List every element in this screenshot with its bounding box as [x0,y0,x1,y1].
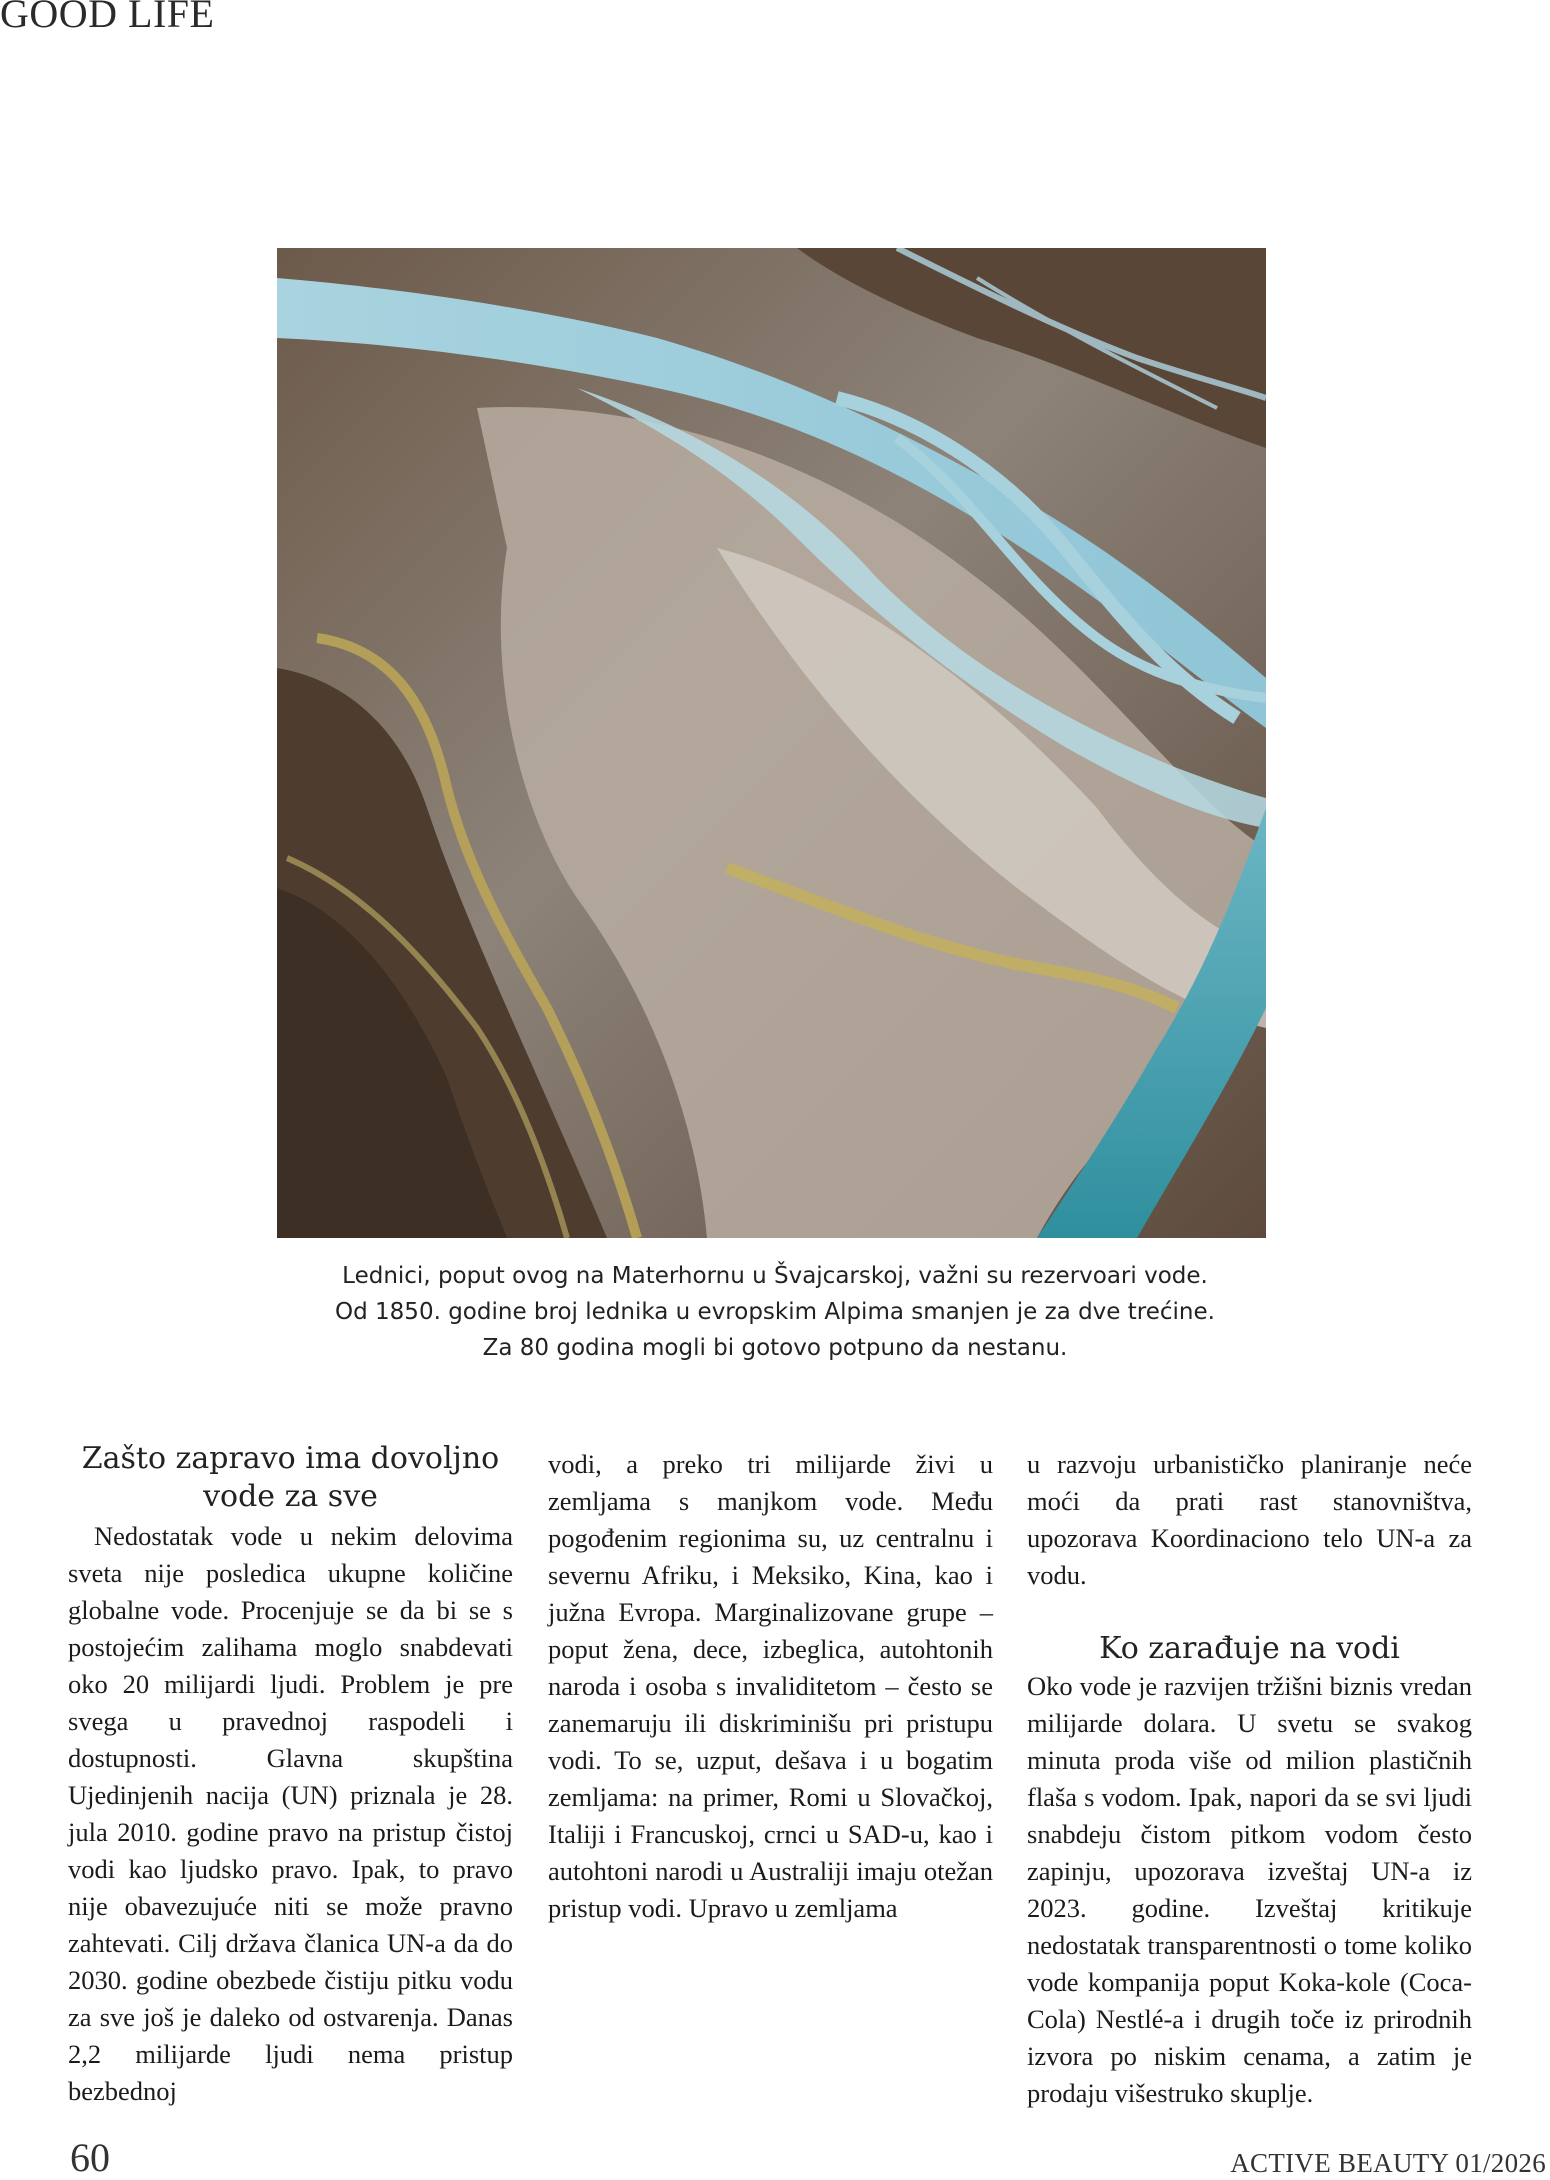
glacier-river-photo [277,248,1266,1238]
section-heading-why-enough-water: Zašto zapravo ima dovoljno vode za sve [81,1441,500,1514]
section-label: GOOD LIFE [0,0,215,36]
article-paragraph: Nedostatak vode u nekim delovima sveta nije posledica ukupne količine globalne vode. Procenjuje se da bi se s postojećim zalihama moglo snabdevati oko 20 milijardi ljudi. Problem je pre svega u pravednoj raspodeli i dostupnosti. Glavna skupština Ujedinjenih nacija (UN) priznala je 28. jula 2010. godine pravo na pristup čistoj vodi kao ljudsko pravo. Ipak, to pravo nije obavezujuće niti se može pravno zahtevati. Cilj država članica UN-a da do 2030. godine obezbede čistiju pitku vodu za sve još je daleko od ostvarenja. Danas 2,2 milijarde ljudi nema pristup bezbednoj [68,1521,513,2106]
caption-line: Lednici, poput ovog na Materhornu u Švajcarskoj, važni su rezervoari vode. [342,1263,1208,1289]
article-paragraph: u razvoju urbanističko planiranje neće moći da prati rast stanovništva, upozorava Koordinaciono telo UN-a za vodu. [1027,1449,1472,1590]
section-heading-who-profits: Ko zarađuje na vodi [1099,1631,1400,1666]
article-paragraph: Oko vode je razvijen tržišni biznis vredan milijarde dolara. U svetu se svakog minuta proda više od milion plastičnih flaša s vodom. Ipak, napori da se svi ljudi snabdeju čistom pitkom vodom često zapinju, upozorava izveštaj UN-a iz 2023. godine. Izveštaj kritikuje nedostatak transparentnosti o tome koliko vode kompanija poput Koka-kole (Coca-Cola) Nestlé-a i drugih toče iz prirodnih izvora po niskim cenama, a zatim je prodaju višestruko skuplje. [1027,1671,1472,2108]
article-paragraph: vodi, a preko tri milijarde živi u zemljama s manjkom vode. Među pogođenim regionima su, uz centralnu i severnu Afriku, i Meksiko, Kina, kao i južna Evropa. Marginalizovane grupe – poput žena, dece, izbeglica, autohtonih naroda i osoba s invaliditetom – često se zanemaruju ili diskriminišu pri pristupu vodi. To se, uzput, dešava i u bogatim zemljama: na primer, Romi u Slovačkoj, Italiji i Francuskoj, crnci u SAD-u, kao i autohtoni narodi u Australiji imaju otežan pristup vodi. Upravo u zemljama [548,1449,993,1923]
caption-line: Za 80 godina mogli bi gotovo potpuno da nestanu. [482,1335,1068,1361]
article-column-1 [68,1440,513,2110]
article-column-2 [548,1446,993,1927]
article-column-3 [1027,1446,1472,2112]
photo-caption [240,1258,1310,1366]
magazine-issue: ACTIVE BEAUTY 01/2026 [1230,2148,1546,2178]
page-number: 60 [70,2135,110,2180]
glacier-river-aerial-photo-icon [277,248,1266,1238]
caption-line: Od 1850. godine broj lednika u evropskim Alpima smanjen je za dve trećine. [335,1299,1215,1325]
